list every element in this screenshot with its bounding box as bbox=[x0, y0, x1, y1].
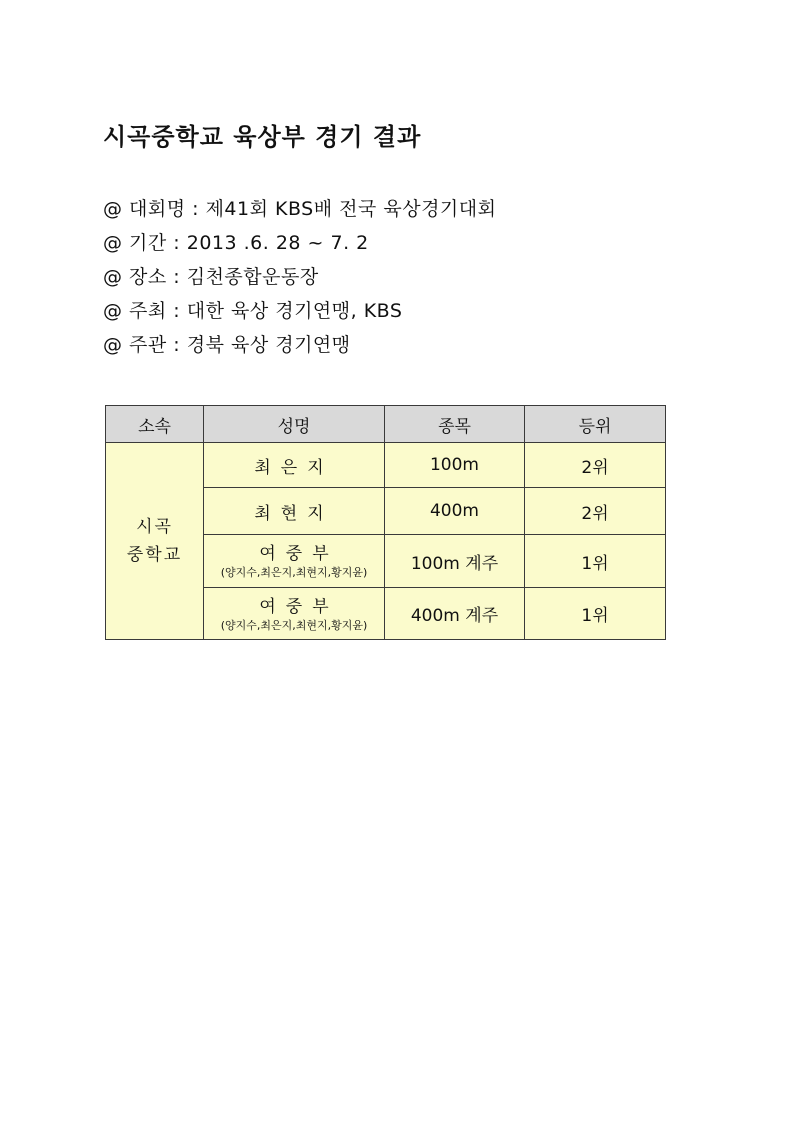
relay-members: (양지수,최은지,최현지,황지윤) bbox=[220, 566, 368, 579]
event-cell: 400m 계주 bbox=[385, 588, 525, 640]
info-period: @ 기간 : 2013 .6. 28 ~ 7. 2 bbox=[103, 232, 369, 254]
header-affiliation: 소속 bbox=[106, 406, 204, 443]
affiliation-line-2: 중학교 bbox=[126, 545, 183, 565]
rank-cell: 1위 bbox=[525, 588, 666, 640]
athlete-name: 최현지 bbox=[204, 488, 385, 535]
rank-cell: 2위 bbox=[525, 443, 666, 488]
event-cell: 100m 계주 bbox=[385, 535, 525, 588]
event-info bbox=[103, 196, 497, 366]
affiliation-line-1: 시곡 bbox=[136, 517, 173, 537]
athlete-name: 최은지 bbox=[204, 443, 385, 488]
table-row bbox=[106, 443, 666, 488]
event-cell: 100m bbox=[385, 443, 525, 488]
relay-team-cell bbox=[204, 588, 385, 640]
header-name: 성명 bbox=[204, 406, 385, 443]
relay-team-cell bbox=[204, 535, 385, 588]
rank-cell: 2위 bbox=[525, 488, 666, 535]
table-header-row bbox=[106, 406, 666, 443]
relay-members: (양지수,최은지,최현지,황지윤) bbox=[220, 618, 368, 632]
relay-team-name: 여중부 bbox=[259, 544, 339, 564]
header-rank: 등위 bbox=[525, 406, 666, 443]
results-table bbox=[105, 405, 666, 640]
info-organizer: @ 주관 : 경북 육상 경기연맹 bbox=[103, 334, 351, 356]
info-event-name: @ 대회명 : 제41회 KBS배 전국 육상경기대회 bbox=[103, 198, 497, 220]
page-title: 시곡중학교 육상부 경기 결과 bbox=[103, 122, 422, 151]
event-cell: 400m bbox=[385, 488, 525, 535]
info-venue: @ 장소 : 김천종합운동장 bbox=[103, 266, 319, 288]
header-event: 종목 bbox=[385, 406, 525, 443]
rank-cell: 1위 bbox=[525, 535, 666, 588]
relay-team-name: 여중부 bbox=[259, 596, 339, 617]
affiliation-cell bbox=[106, 443, 204, 640]
info-host: @ 주최 : 대한 육상 경기연맹, KBS bbox=[103, 300, 403, 322]
